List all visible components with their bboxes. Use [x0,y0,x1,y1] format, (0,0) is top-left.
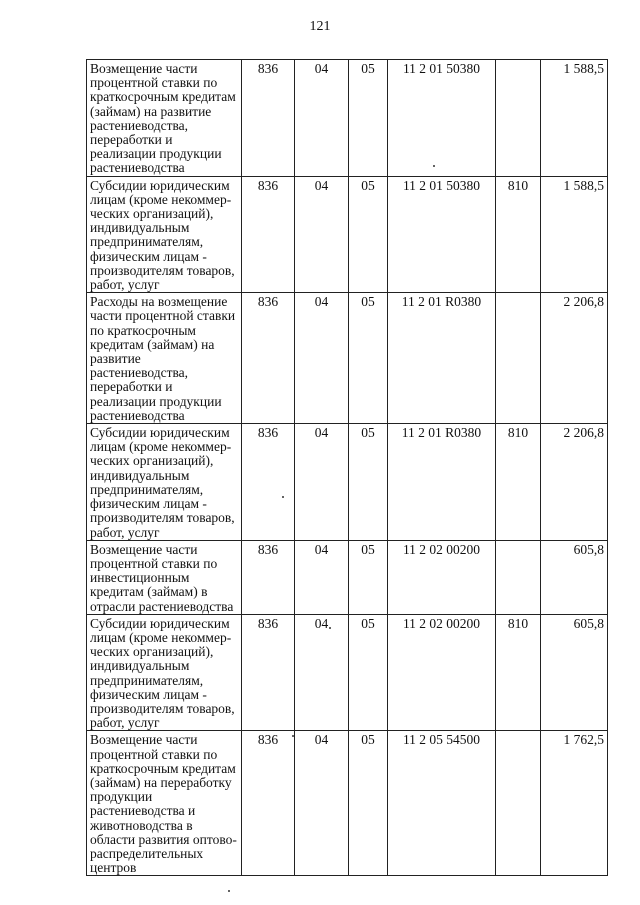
cell-subsection-code: 05 [349,424,388,541]
scan-speck [292,735,294,737]
cell-ministry-code: 836 [242,614,295,731]
cell-target-code: 11 2 01 R0380 [388,293,496,424]
cell-expense-type-code [496,60,541,177]
cell-ministry-code: 836 [242,540,295,614]
cell-target-code: 11 2 01 50380 [388,60,496,177]
scan-speck [228,890,230,892]
cell-expense-type-code: 810 [496,614,541,731]
cell-section-code: 04 [295,731,349,876]
cell-expense-type-code: 810 [496,176,541,293]
cell-name: Субсидии юридическим лицам (кроме некоммер-ческих организаций), индивидуальным предпринимателям, физическим лицам - производителям товаров, работ, услуг [87,614,242,731]
cell-amount: 1 588,5 [541,60,608,177]
budget-table [86,59,608,876]
scan-speck [282,496,284,498]
cell-target-code: 11 2 02 00200 [388,540,496,614]
cell-expense-type-code [496,540,541,614]
cell-section-code: 04 [295,293,349,424]
cell-amount: 1 588,5 [541,176,608,293]
table-row [87,424,608,541]
table-row [87,60,608,177]
page-number: 121 [309,19,331,34]
cell-target-code: 11 2 02 00200 [388,614,496,731]
cell-ministry-code: 836 [242,731,295,876]
cell-section-code: 04 [295,614,349,731]
table-row [87,293,608,424]
cell-ministry-code: 836 [242,60,295,177]
cell-target-code: 11 2 01 50380 [388,176,496,293]
cell-section-code: 04 [295,176,349,293]
cell-amount: 605,8 [541,614,608,731]
cell-section-code: 04 [295,60,349,177]
cell-section-code: 04 [295,424,349,541]
cell-target-code: 11 2 01 R0380 [388,424,496,541]
cell-target-code: 11 2 05 54500 [388,731,496,876]
cell-amount: 2 206,8 [541,293,608,424]
cell-subsection-code: 05 [349,176,388,293]
cell-subsection-code: 05 [349,293,388,424]
table-row [87,540,608,614]
cell-name: Субсидии юридическим лицам (кроме некоммер-ческих организаций), индивидуальным предпринимателям, физическим лицам - производителям товаров, работ, услуг [87,176,242,293]
cell-section-code: 04 [295,540,349,614]
scan-speck [433,165,435,167]
cell-ministry-code: 836 [242,293,295,424]
cell-ministry-code: 836 [242,424,295,541]
cell-expense-type-code: 810 [496,424,541,541]
cell-ministry-code: 836 [242,176,295,293]
cell-subsection-code: 05 [349,60,388,177]
cell-expense-type-code [496,731,541,876]
cell-amount: 2 206,8 [541,424,608,541]
cell-name: Возмещение части процентной ставки по инвестиционным кредитам (займам) в отрасли растениеводства [87,540,242,614]
cell-name: Расходы на возмещение части процентной ставки по краткосрочным кредитам (займам) на развитие растениеводства, переработки и реализации продукции растениеводства [87,293,242,424]
cell-subsection-code: 05 [349,540,388,614]
cell-name: Возмещение части процентной ставки по краткосрочным кредитам (займам) на переработку продукции растениеводства и животноводства в области развития оптово-распределительных центров [87,731,242,876]
cell-name: Возмещение части процентной ставки по краткосрочным кредитам (займам) на развитие растениеводства, переработки и реализации продукции растениеводства [87,60,242,177]
table-row [87,176,608,293]
cell-expense-type-code [496,293,541,424]
cell-amount: 605,8 [541,540,608,614]
table-row [87,731,608,876]
cell-subsection-code: 05 [349,614,388,731]
table-row [87,614,608,731]
cell-amount: 1 762,5 [541,731,608,876]
scan-speck [329,627,331,629]
cell-subsection-code: 05 [349,731,388,876]
cell-name: Субсидии юридическим лицам (кроме некоммер-ческих организаций), индивидуальным предпринимателям, физическим лицам - производителям товаров, работ, услуг [87,424,242,541]
